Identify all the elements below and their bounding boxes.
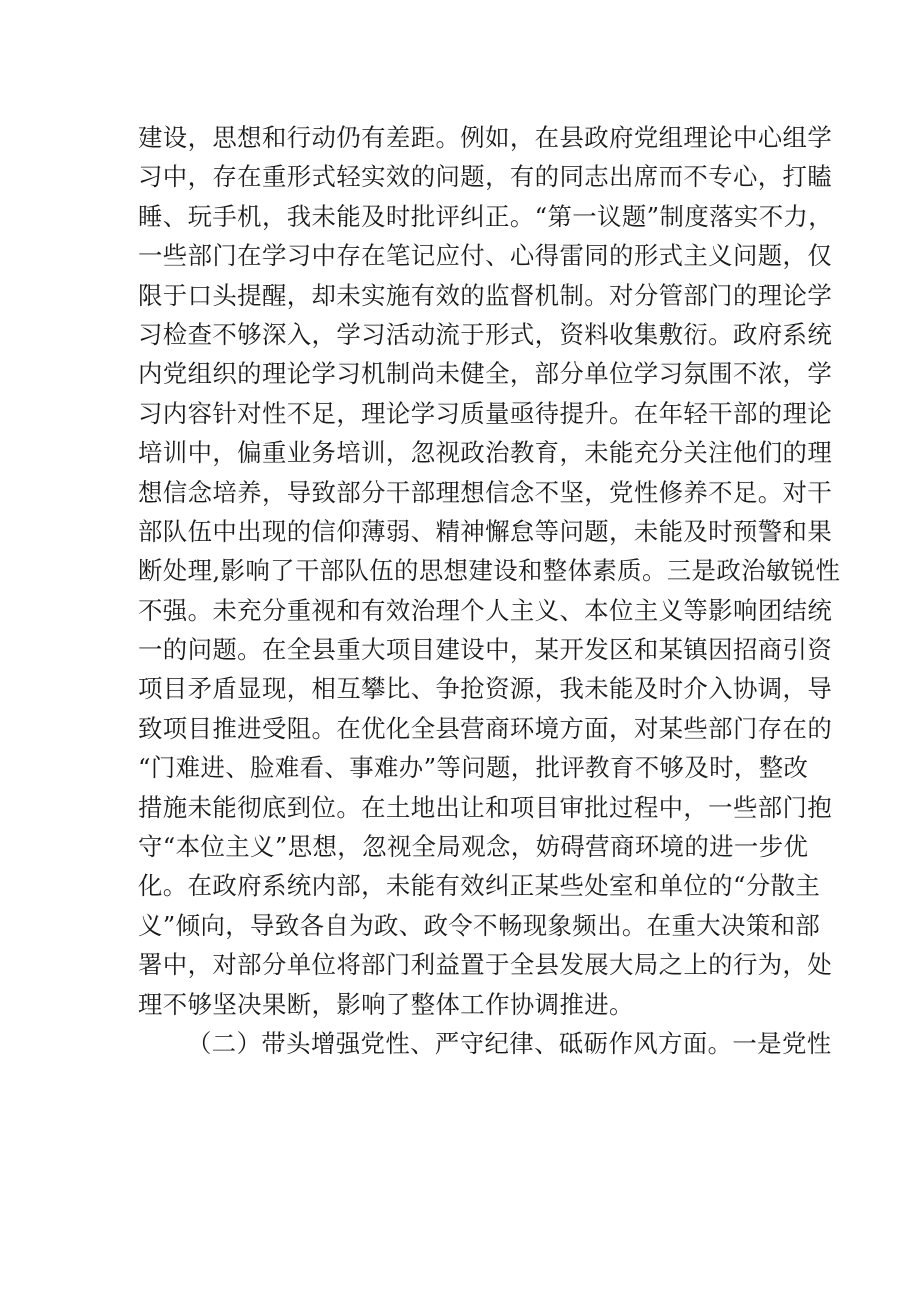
text-line: 建设，思想和行动仍有差距。例如，在县政府党组理论中心组学 [138,123,833,152]
text-line: 不强。未充分重视和有效治理个人主义、本位主义等影响团结统 [138,595,833,625]
text-line: 义”倾向，导致各自为政、政令不畅现象频出。在重大决策和部 [138,910,821,940]
text-line: “门难进、脸难看、事难办”等问题，批评教育不够及时，整改 [138,753,809,783]
text-line: 部队伍中出现的信仰薄弱、精神懈怠等问题，未能及时预警和果 [138,516,833,546]
text-line: 项目矛盾显现，相互攀比、争抢资源，我未能及时介入协调，导 [138,674,833,704]
text-line: 守“本位主义”思想，忽视全局观念，妨碍营商环境的进一步优 [138,832,809,862]
text-line: 断处理,影响了干部队伍的思想建设和整体素质。三是政治敏锐性 [138,556,841,586]
text-line: 一的问题。在全县重大项目建设中，某开发区和某镇因招商引资 [138,635,833,665]
text-line: 习内容针对性不足，理论学习质量亟待提升。在年轻干部的理论 [138,398,833,428]
text-line: 想信念培养，导致部分干部理想信念不坚，党性修养不足。对干 [138,477,833,507]
text-line: 内党组织的理论学习机制尚未健全，部分单位学习氛围不浓，学 [138,359,833,389]
text-line: 措施未能彻底到位。在土地出让和项目审批过程中，一些部门抱 [138,792,833,822]
text-line: 署中，对部分单位将部门利益置于全县发展大局之上的行为，处 [138,950,833,980]
text-line: 致项目推进受阻。在优化全县营商环境方面，对某些部门存在的 [138,713,833,743]
body-text [138,118,841,1063]
text-line: 习中，存在重形式轻实效的问题，有的同志出席而不专心，打瞌 [138,162,833,192]
section-heading-line: （二）带头增强党性、严守纪律、砥砺作风方面。一是党性 [187,1028,832,1058]
text-line: 一些部门在学习中存在笔记应付、心得雷同的形式主义问题，仅 [138,241,833,271]
text-line: 习检查不够深入，学习活动流于形式，资料收集敷衍。政府系统 [138,319,833,349]
text-line: 培训中，偏重业务培训，忽视政治教育，未能充分关注他们的理 [138,438,833,468]
text-line: 化。在政府系统内部，未能有效纠正某些处室和单位的“分散主 [138,871,821,901]
text-line: 睡、玩手机，我未能及时批评纠正。“第一议题”制度落实不力， [138,201,834,231]
text-line: 限于口头提醒，却未实施有效的监督机制。对分管部门的理论学 [138,280,833,310]
paragraph-last-line: 理不够坚决果断，影响了整体工作协调推进。 [138,989,634,1019]
